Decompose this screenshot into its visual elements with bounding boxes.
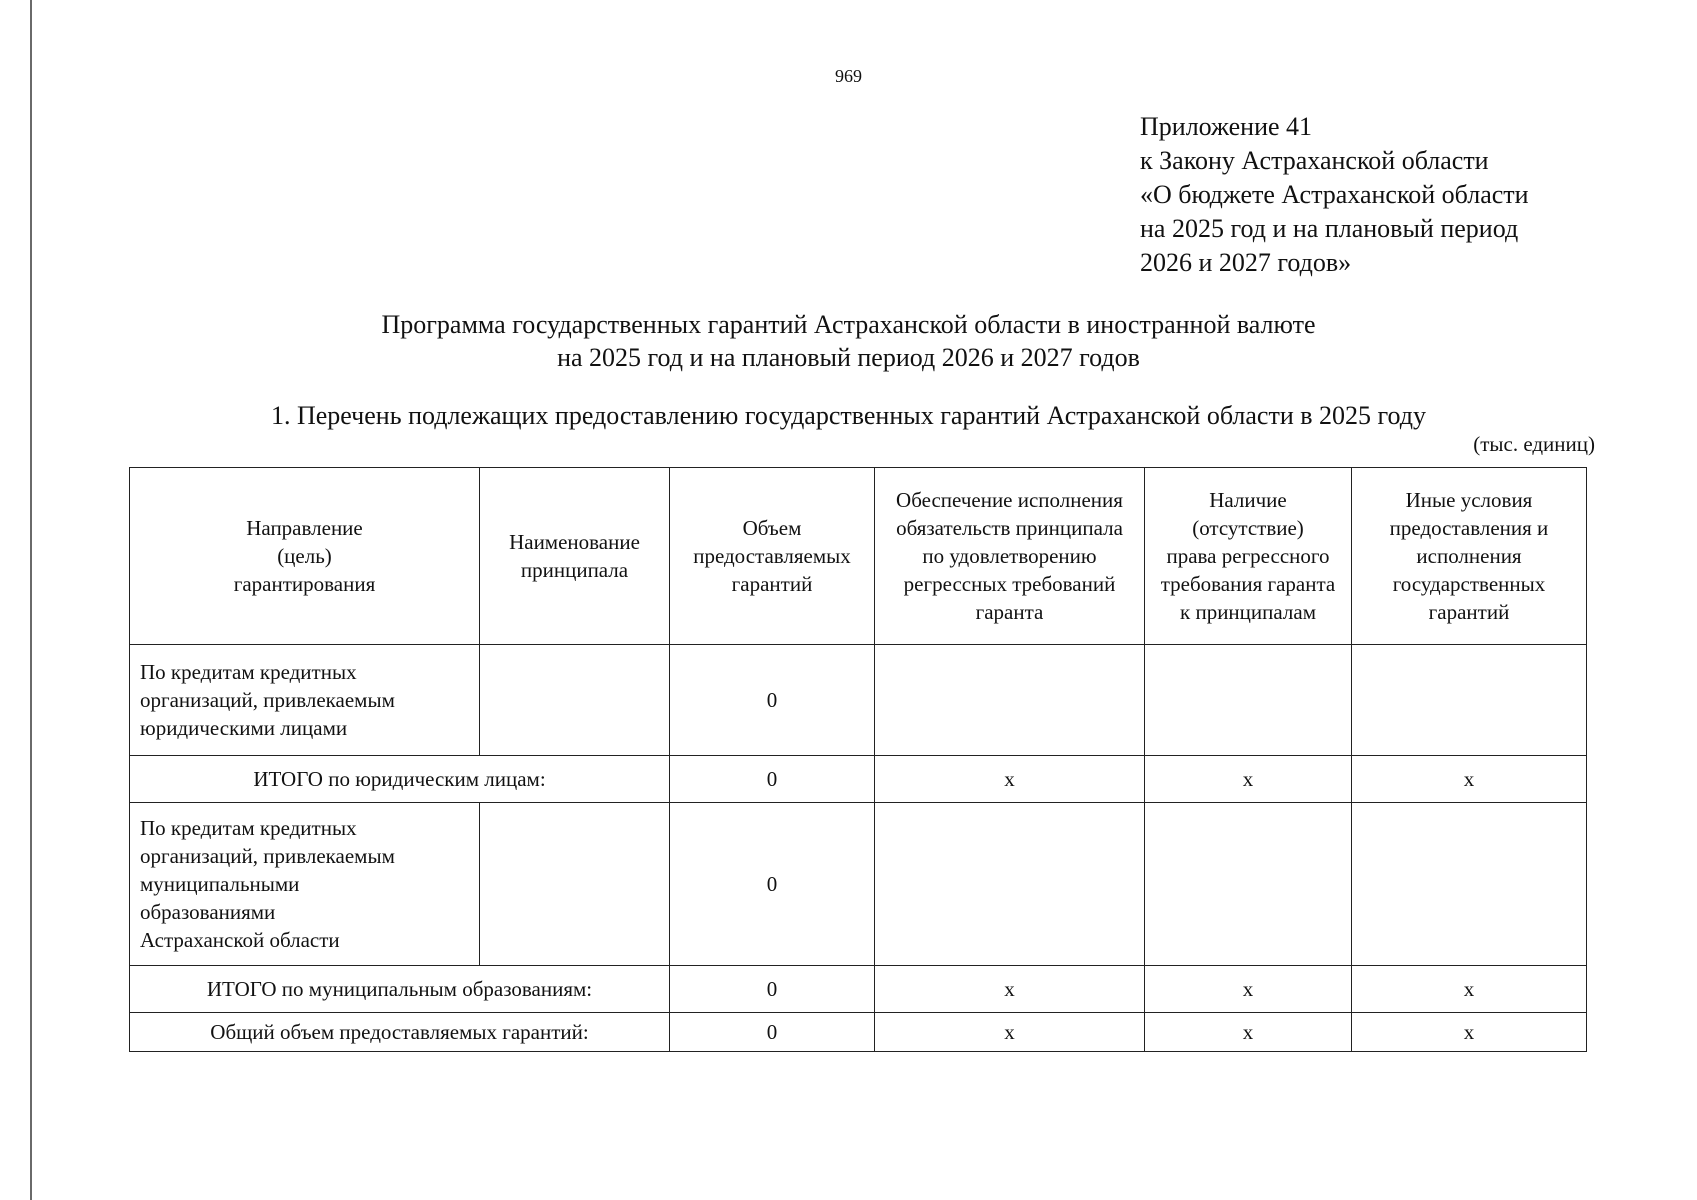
appendix-line: «О бюджете Астраханской области <box>1140 180 1529 209</box>
title-line-1: Программа государственных гарантий Астраханской области в иностранной валюте <box>381 310 1316 339</box>
cell-other: х <box>1352 1013 1587 1052</box>
table-row-total-municipal <box>130 966 1587 1013</box>
page-margin-line <box>30 0 32 1200</box>
cell-volume: 0 <box>670 803 875 966</box>
cell-volume: 0 <box>670 756 875 803</box>
header-direction: Направление (цель) гарантирования <box>130 468 480 645</box>
page-number: 969 <box>835 66 862 86</box>
cell-volume: 0 <box>670 966 875 1013</box>
cell-recourse <box>1145 803 1352 966</box>
cell-direction: По кредитам кредитных организаций, привлекаемым юридическими лицами <box>130 645 480 756</box>
table-row-total-legal <box>130 756 1587 803</box>
appendix-line: на 2025 год и на плановый период <box>1140 214 1519 243</box>
guarantees-table <box>129 467 1587 1052</box>
table-row-municipal <box>130 803 1587 966</box>
table-row-legal-entities <box>130 645 1587 756</box>
cell-security <box>875 645 1145 756</box>
cell-recourse: х <box>1145 1013 1352 1052</box>
cell-total-label: ИТОГО по юридическим лицам: <box>130 756 670 803</box>
cell-total-label: Общий объем предоставляемых гарантий: <box>130 1013 670 1052</box>
title-line-2: на 2025 год и на плановый период 2026 и 2027 годов <box>557 343 1140 372</box>
cell-security: х <box>875 966 1145 1013</box>
cell-recourse: х <box>1145 756 1352 803</box>
cell-principal <box>480 803 670 966</box>
cell-other <box>1352 803 1587 966</box>
appendix-line: Приложение 41 <box>1140 112 1313 141</box>
cell-security: х <box>875 756 1145 803</box>
appendix-line: к Закону Астраханской области <box>1140 146 1489 175</box>
cell-total-label: ИТОГО по муниципальным образованиям: <box>130 966 670 1013</box>
cell-other <box>1352 645 1587 756</box>
units-label: (тыс. единиц) <box>1473 432 1595 456</box>
cell-recourse <box>1145 645 1352 756</box>
cell-other: х <box>1352 756 1587 803</box>
cell-security <box>875 803 1145 966</box>
header-security: Обеспечение исполнения обязательств принципала по удовлетворению регрессных требований гаранта <box>875 468 1145 645</box>
cell-principal <box>480 645 670 756</box>
header-recourse: Наличие (отсутствие) права регрессного требования гаранта к принципалам <box>1145 468 1352 645</box>
section-heading: 1. Перечень подлежащих предоставлению государственных гарантий Астраханской области в 2025 году <box>270 401 1427 430</box>
table-row-grand-total <box>130 1013 1587 1052</box>
header-other-conditions: Иные условия предоставления и исполнения государственных гарантий <box>1352 468 1587 645</box>
cell-volume: 0 <box>670 1013 875 1052</box>
cell-volume: 0 <box>670 645 875 756</box>
cell-other: х <box>1352 966 1587 1013</box>
appendix-block <box>1140 110 1529 280</box>
header-principal: Наименование принципала <box>480 468 670 645</box>
header-volume: Объем предоставляемых гарантий <box>670 468 875 645</box>
cell-direction: По кредитам кредитных организаций, привлекаемым муниципальными образованиями Астраханской области <box>130 803 480 966</box>
cell-security: х <box>875 1013 1145 1052</box>
document-title <box>0 308 1697 374</box>
appendix-line: 2026 и 2027 годов» <box>1140 248 1352 277</box>
cell-recourse: х <box>1145 966 1352 1013</box>
table-header-row <box>130 468 1587 645</box>
